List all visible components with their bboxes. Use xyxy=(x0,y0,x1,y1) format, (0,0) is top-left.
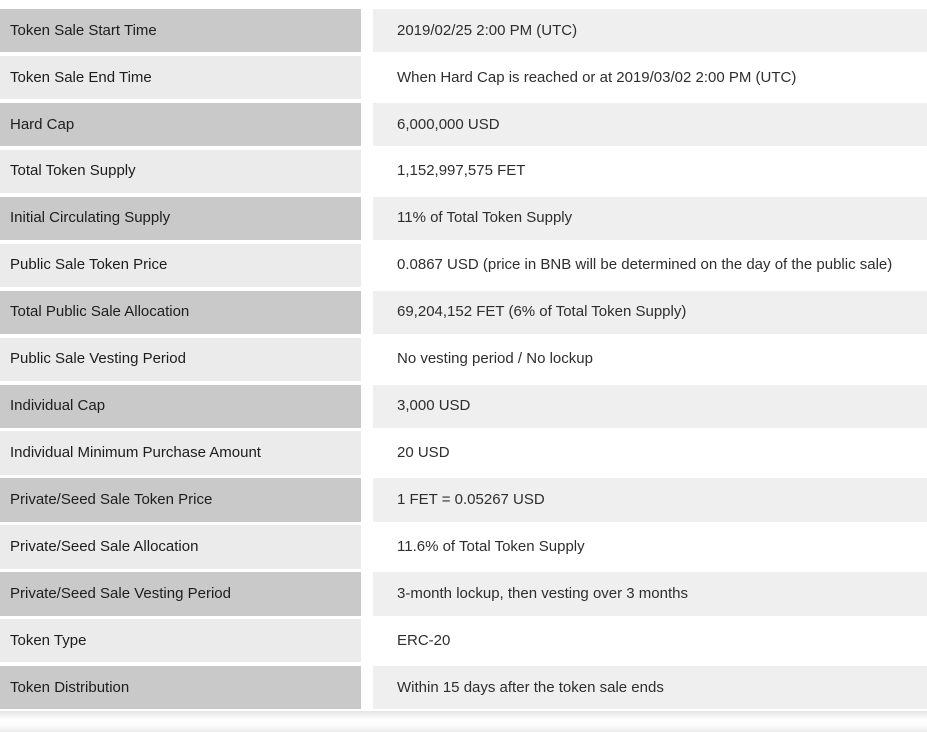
column-gap xyxy=(361,525,373,568)
table-row xyxy=(0,666,927,709)
row-value: When Hard Cap is reached or at 2019/03/02 2:00 PM (UTC) xyxy=(373,56,927,99)
column-gap xyxy=(361,478,373,521)
row-value: 1,152,997,575 FET xyxy=(373,150,927,193)
row-label: Public Sale Token Price xyxy=(0,244,361,287)
table-row xyxy=(0,431,927,474)
table-bottom-shadow xyxy=(0,711,927,720)
table-row xyxy=(0,197,927,240)
table-row xyxy=(0,385,927,428)
row-label: Individual Cap xyxy=(0,385,361,428)
table-row xyxy=(0,150,927,193)
column-gap xyxy=(361,9,373,52)
table-row xyxy=(0,244,927,287)
table-row xyxy=(0,9,927,52)
column-gap xyxy=(361,56,373,99)
row-value: 11% of Total Token Supply xyxy=(373,197,927,240)
row-label: Token Sale Start Time xyxy=(0,9,361,52)
row-label: Public Sale Vesting Period xyxy=(0,338,361,381)
column-gap xyxy=(361,666,373,709)
row-value: No vesting period / No lockup xyxy=(373,338,927,381)
row-value: 0.0867 USD (price in BNB will be determined on the day of the public sale) xyxy=(373,244,927,287)
column-gap xyxy=(361,150,373,193)
row-label: Private/Seed Sale Allocation xyxy=(0,525,361,568)
table-row xyxy=(0,291,927,334)
column-gap xyxy=(361,431,373,474)
table-row xyxy=(0,525,927,568)
column-gap xyxy=(361,385,373,428)
row-label: Token Type xyxy=(0,619,361,662)
table-row xyxy=(0,56,927,99)
table-row xyxy=(0,478,927,521)
row-label: Token Sale End Time xyxy=(0,56,361,99)
row-value: 3,000 USD xyxy=(373,385,927,428)
row-value: 11.6% of Total Token Supply xyxy=(373,525,927,568)
table-row xyxy=(0,103,927,146)
row-label: Private/Seed Sale Token Price xyxy=(0,478,361,521)
row-value: ERC-20 xyxy=(373,619,927,662)
table-row xyxy=(0,572,927,615)
row-value: 3-month lockup, then vesting over 3 months xyxy=(373,572,927,615)
row-value: 6,000,000 USD xyxy=(373,103,927,146)
page-bottom-shadow xyxy=(0,724,927,732)
column-gap xyxy=(361,197,373,240)
row-value: 69,204,152 FET (6% of Total Token Supply) xyxy=(373,291,927,334)
row-label: Total Public Sale Allocation xyxy=(0,291,361,334)
row-value: 2019/02/25 2:00 PM (UTC) xyxy=(373,9,927,52)
column-gap xyxy=(361,338,373,381)
row-label: Total Token Supply xyxy=(0,150,361,193)
column-gap xyxy=(361,619,373,662)
row-label: Individual Minimum Purchase Amount xyxy=(0,431,361,474)
column-gap xyxy=(361,291,373,334)
table-row xyxy=(0,338,927,381)
column-gap xyxy=(361,244,373,287)
table-row xyxy=(0,619,927,662)
row-value: 20 USD xyxy=(373,431,927,474)
row-label: Private/Seed Sale Vesting Period xyxy=(0,572,361,615)
column-gap xyxy=(361,572,373,615)
row-label: Hard Cap xyxy=(0,103,361,146)
row-label: Token Distribution xyxy=(0,666,361,709)
row-value: 1 FET = 0.05267 USD xyxy=(373,478,927,521)
column-gap xyxy=(361,103,373,146)
row-label: Initial Circulating Supply xyxy=(0,197,361,240)
row-value: Within 15 days after the token sale ends xyxy=(373,666,927,709)
